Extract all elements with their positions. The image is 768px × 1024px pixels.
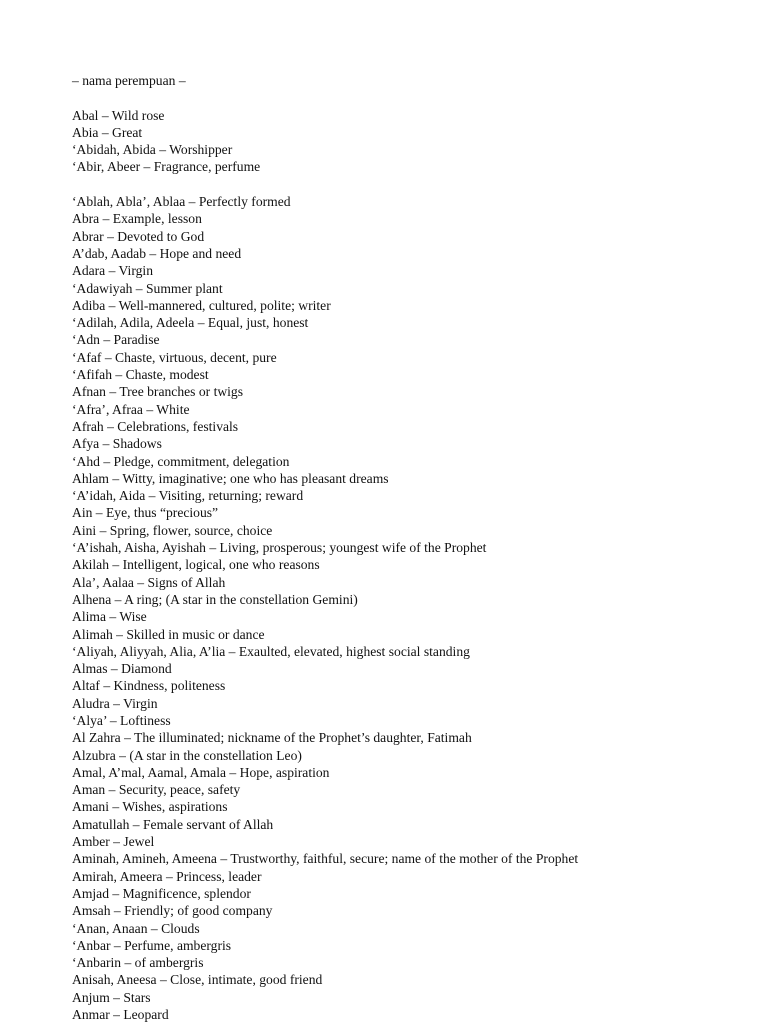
- name-group-2: [72, 193, 732, 1023]
- name-entry: Amjad – Magnificence, splendor: [72, 885, 251, 901]
- name-entry: Aman – Security, peace, safety: [72, 782, 241, 798]
- name-entry: ‘Abir, Abeer – Fragrance, perfume: [72, 159, 261, 175]
- name-entry: Altaf – Kindness, politeness: [72, 678, 226, 694]
- name-entry: ‘Ablah, Abla’, Ablaa – Perfectly formed: [72, 194, 291, 210]
- name-entry: Amal, A’mal, Aamal, Amala – Hope, aspiration: [72, 764, 330, 780]
- name-entry: Afnan – Tree branches or twigs: [72, 384, 244, 400]
- heading: – nama perempuan –: [72, 73, 186, 88]
- name-entry: Adara – Virgin: [72, 263, 153, 279]
- name-entry: ‘A’idah, Aida – Visiting, returning; reward: [72, 488, 304, 504]
- name-entry: Amsah – Friendly; of good company: [72, 903, 273, 919]
- name-entry: ‘Anan, Anaan – Clouds: [72, 920, 200, 936]
- name-entry: ‘A’ishah, Aisha, Ayishah – Living, prosperous; youngest wife of the Prophet: [72, 540, 487, 556]
- name-entry: ‘Anbar – Perfume, ambergris: [72, 937, 232, 953]
- name-entry: A’dab, Aadab – Hope and need: [72, 245, 242, 261]
- name-entry: Afya – Shadows: [72, 436, 162, 452]
- name-entry: ‘Afifah – Chaste, modest: [72, 367, 209, 383]
- name-entry: Alhena – A ring; (A star in the constellation Gemini): [72, 591, 358, 607]
- name-entry: ‘Abidah, Abida – Worshipper: [72, 142, 233, 158]
- name-entry: Anjum – Stars: [72, 989, 151, 1005]
- name-entry: Akilah – Intelligent, logical, one who reasons: [72, 557, 320, 573]
- name-entry: Alima – Wise: [72, 609, 147, 625]
- name-entry: Aini – Spring, flower, source, choice: [72, 522, 273, 538]
- name-entry: Ahlam – Witty, imaginative; one who has pleasant dreams: [72, 470, 389, 486]
- name-entry: Abal – Wild rose: [72, 107, 165, 123]
- name-entry: ‘Afra’, Afraa – White: [72, 401, 190, 417]
- name-group-1: [72, 107, 732, 176]
- name-entry: Almas – Diamond: [72, 661, 172, 677]
- spacer: [72, 176, 732, 193]
- name-entry: Amber – Jewel: [72, 834, 155, 850]
- name-entry: ‘Anbarin – of ambergris: [72, 955, 204, 971]
- name-entry: Anmar – Leopard: [72, 1007, 169, 1023]
- spacer: [72, 89, 732, 106]
- name-entry: Alzubra – (A star in the constellation Leo): [72, 747, 302, 763]
- name-entry: Al Zahra – The illuminated; nickname of the Prophet’s daughter, Fatimah: [72, 730, 472, 746]
- name-entry: Amani – Wishes, aspirations: [72, 799, 228, 815]
- name-entry: Aludra – Virgin: [72, 695, 158, 711]
- name-entry: Afrah – Celebrations, festivals: [72, 418, 239, 434]
- name-entry: ‘Adn – Paradise: [72, 332, 160, 348]
- name-entry: Abra – Example, lesson: [72, 211, 202, 227]
- name-entry: Adiba – Well-mannered, cultured, polite; writer: [72, 297, 331, 313]
- name-entry: Aminah, Amineh, Ameena – Trustworthy, faithful, secure; name of the mother of the Prophet: [72, 851, 579, 867]
- name-entry: ‘Adilah, Adila, Adeela – Equal, just, honest: [72, 315, 309, 331]
- name-entry: Abrar – Devoted to God: [72, 228, 205, 244]
- name-entry: Anisah, Aneesa – Close, intimate, good friend: [72, 972, 323, 988]
- name-entry: Ain – Eye, thus “precious”: [72, 505, 219, 521]
- name-entry: Alimah – Skilled in music or dance: [72, 626, 265, 642]
- name-entry: Abia – Great: [72, 124, 143, 140]
- name-entry: ‘Afaf – Chaste, virtuous, decent, pure: [72, 349, 277, 365]
- name-entry: ‘Ahd – Pledge, commitment, delegation: [72, 453, 290, 469]
- name-entry: ‘Aliyah, Aliyyah, Alia, A’lia – Exaulted, elevated, highest social standing: [72, 643, 470, 659]
- name-entry: Amatullah – Female servant of Allah: [72, 816, 274, 832]
- name-entry: Ala’, Aalaa – Signs of Allah: [72, 574, 226, 590]
- name-entry: Amirah, Ameera – Princess, leader: [72, 868, 262, 884]
- document-page: [72, 72, 732, 1023]
- name-entry: ‘Adawiyah – Summer plant: [72, 280, 223, 296]
- name-entry: ‘Alya’ – Loftiness: [72, 712, 171, 728]
